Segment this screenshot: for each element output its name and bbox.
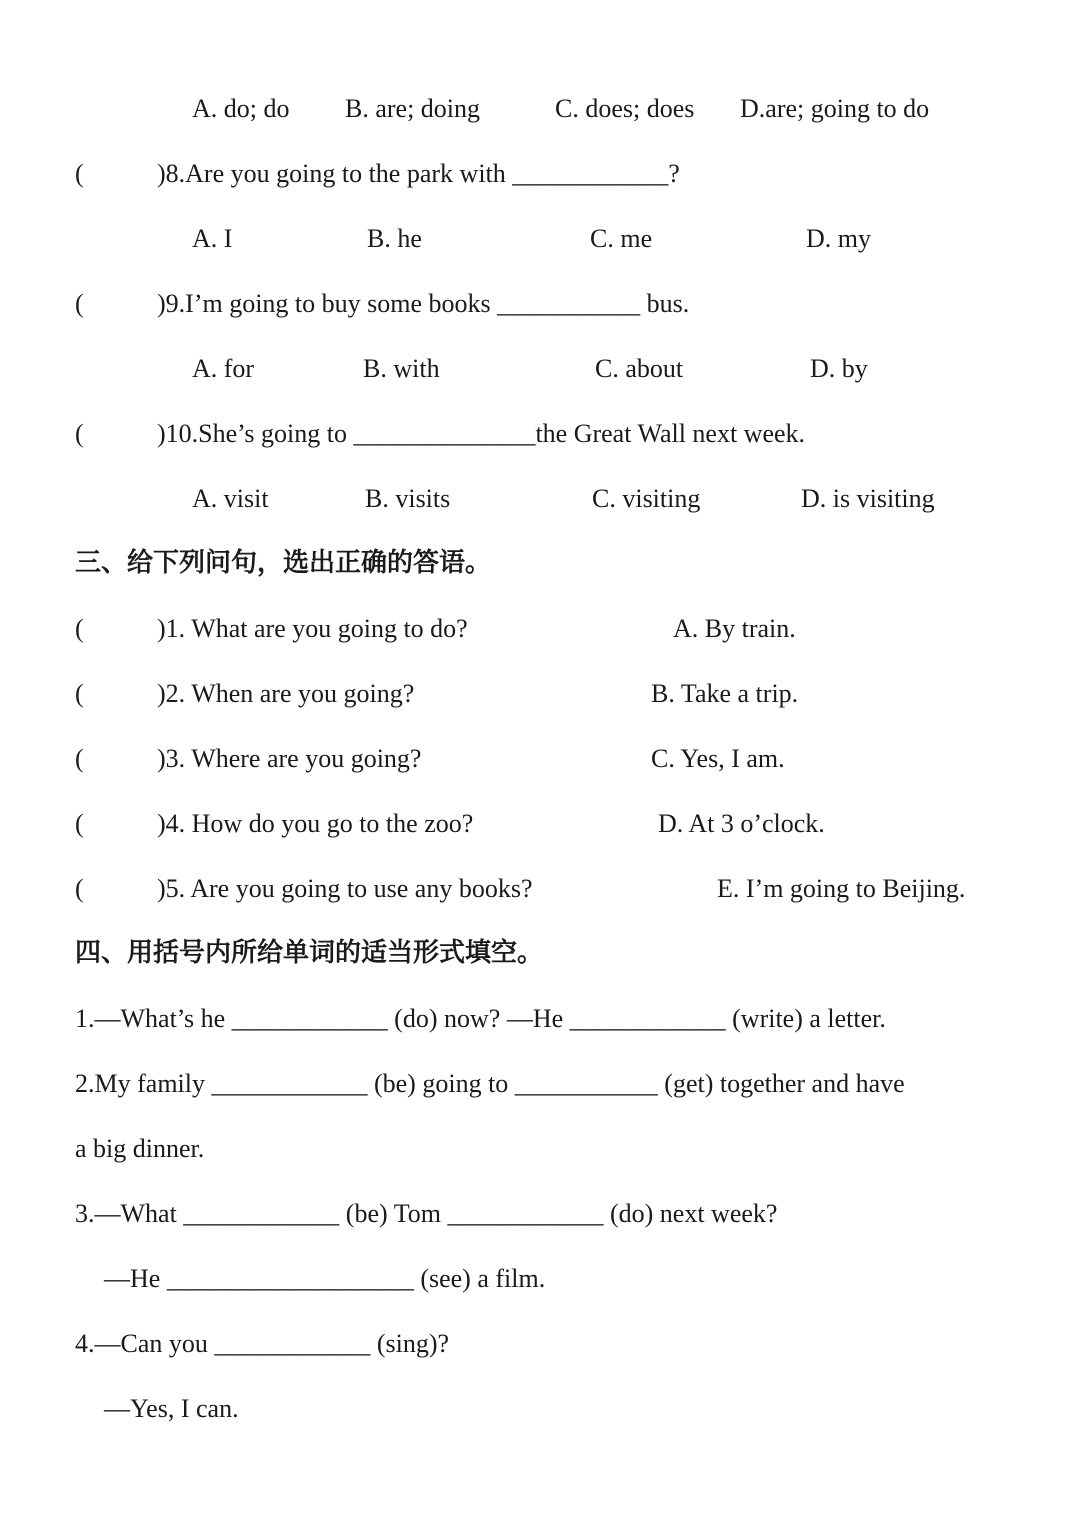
s3-item1-question: )1. What are you going to do? [157, 614, 468, 643]
s3-item4-paren[interactable]: ( [75, 809, 84, 838]
s3-item2-answer: B. Take a trip. [651, 679, 799, 708]
s4-line1: 1.—What’s he ____________ (do) now? —He ____________ (write) a letter. [75, 1004, 886, 1033]
s3-item5-paren[interactable]: ( [75, 874, 84, 903]
s4-line3-answer: —He ___________________ (see) a film. [104, 1264, 546, 1293]
s4-line4-answer: —Yes, I can. [104, 1394, 239, 1423]
s3-item4-question: )4. How do you go to the zoo? [157, 809, 474, 838]
q8-option-b: B. he [367, 224, 422, 253]
section3-heading: 三、给下列问句，选出正确的答语。 [75, 548, 492, 578]
q8-prompt: )8.Are you going to the park with ____________? [157, 159, 680, 188]
s3-item3-question: )3. Where are you going? [157, 744, 422, 773]
q9-option-a: A. for [192, 354, 255, 383]
q10-option-c: C. visiting [592, 484, 701, 513]
s3-item4-answer: D. At 3 o’clock. [658, 809, 825, 838]
s3-item1-answer: A. By train. [673, 614, 796, 643]
s4-line3: 3.—What ____________ (be) Tom ____________ (do) next week? [75, 1199, 778, 1228]
s3-item5-answer: E. I’m going to Beijing. [717, 874, 966, 903]
q9-prompt: )9.I’m going to buy some books ___________ bus. [157, 289, 690, 318]
q8-option-d: D. my [806, 224, 871, 253]
q10-option-d: D. is visiting [801, 484, 935, 513]
s3-item2-paren[interactable]: ( [75, 679, 84, 708]
s4-line4: 4.—Can you ____________ (sing)? [75, 1329, 450, 1358]
s3-item5-question: )5. Are you going to use any books? [157, 874, 533, 903]
q7-option-d: D.are; going to do [740, 94, 930, 123]
q9-option-d: D. by [810, 354, 868, 383]
q7-option-a: A. do; do [192, 94, 290, 123]
s3-item3-paren[interactable]: ( [75, 744, 84, 773]
q10-prompt: )10.She’s going to ______________the Great Wall next week. [157, 419, 806, 448]
q8-option-c: C. me [590, 224, 653, 253]
q10-answer-paren[interactable]: ( [75, 419, 84, 448]
q9-option-b: B. with [363, 354, 440, 383]
q9-option-c: C. about [595, 354, 684, 383]
q10-option-a: A. visit [192, 484, 269, 513]
section4-heading: 四、用括号内所给单词的适当形式填空。 [75, 938, 544, 968]
s3-item2-question: )2. When are you going? [157, 679, 415, 708]
s4-line2-cont: a big dinner. [75, 1134, 205, 1163]
q10-option-b: B. visits [365, 484, 451, 513]
q8-option-a: A. I [192, 224, 233, 253]
q7-option-c: C. does; does [555, 94, 695, 123]
q7-option-b: B. are; doing [345, 94, 481, 123]
s4-line2: 2.My family ____________ (be) going to ___________ (get) together and have [75, 1069, 905, 1098]
s3-item3-answer: C. Yes, I am. [651, 744, 785, 773]
s3-item1-paren[interactable]: ( [75, 614, 84, 643]
q8-answer-paren[interactable]: ( [75, 159, 84, 188]
q9-answer-paren[interactable]: ( [75, 289, 84, 318]
